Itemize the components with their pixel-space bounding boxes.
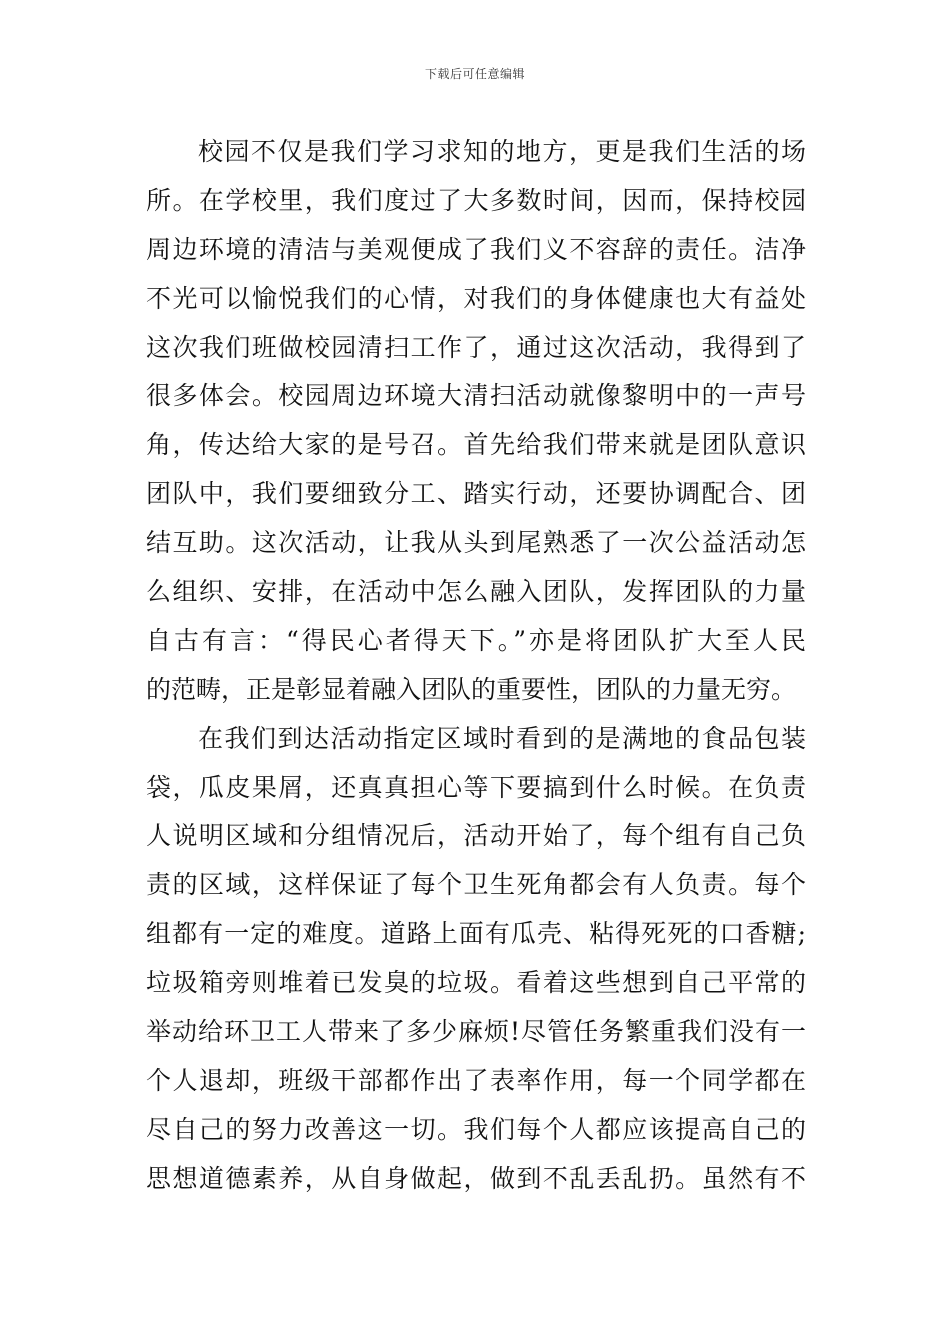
- text-line: 组都有一定的难度。道路上面有瓜壳、粘得死死的口香糖;: [146, 919, 806, 949]
- text-line: 举动给环卫工人带来了多少麻烦!尽管任务繁重我们没有一: [146, 1017, 806, 1047]
- text-line: 结互助。这次活动，让我从头到尾熟悉了一次公益活动怎: [146, 528, 806, 558]
- text-line: 么组织、安排，在活动中怎么融入团队，发挥团队的力量: [146, 577, 806, 607]
- text-line: 校园不仅是我们学习求知的地方，更是我们生活的场: [198, 137, 806, 166]
- text-line: 团队中，我们要细致分工、踏实行动，还要协调配合、团: [146, 479, 806, 509]
- text-line: 人说明区域和分组情况后，活动开始了，每个组有自己负: [146, 821, 806, 851]
- text-line: 思想道德素养，从自身做起，做到不乱丢乱扔。虽然有不: [146, 1163, 806, 1193]
- text-line: 垃圾箱旁则堆着已发臭的垃圾。看着这些想到自己平常的: [146, 968, 806, 998]
- text-line: 所。在学校里，我们度过了大多数时间，因而，保持校园: [146, 185, 806, 215]
- text-line: 很多体会。校园周边环境大清扫活动就像黎明中的一声号: [146, 381, 806, 411]
- text-line: 个人退却，班级干部都作出了表率作用，每一个同学都在: [146, 1065, 806, 1095]
- text-line: 袋，瓜皮果屑，还真真担心等下要搞到什么时候。在负责: [146, 772, 806, 802]
- text-line: 周边环境的清洁与美观便成了我们义不容辞的责任。洁净: [146, 234, 806, 264]
- text-line: 责的区域，这样保证了每个卫生死角都会有人负责。每个: [146, 870, 806, 900]
- text-line: 自古有言：“得民心者得天下。”亦是将团队扩大至人民: [146, 625, 806, 655]
- text-line: 在我们到达活动指定区域时看到的是满地的食品包装: [198, 723, 806, 753]
- text-line: 这次我们班做校园清扫工作了，通过这次活动，我得到了: [146, 332, 806, 362]
- text-line: 不光可以愉悦我们的心情，对我们的身体健康也大有益处: [146, 283, 806, 313]
- text-line: 尽自己的努力改善这一切。我们每个人都应该提高自己的: [146, 1114, 806, 1144]
- text-line: 的范畴，正是彰显着融入团队的重要性，团队的力量无穷。: [146, 674, 797, 704]
- text-line: 角，传达给大家的是号召。首先给我们带来就是团队意识: [146, 430, 806, 460]
- body-text: [146, 128, 806, 1204]
- header-note: 下载后可任意编辑: [424, 67, 525, 81]
